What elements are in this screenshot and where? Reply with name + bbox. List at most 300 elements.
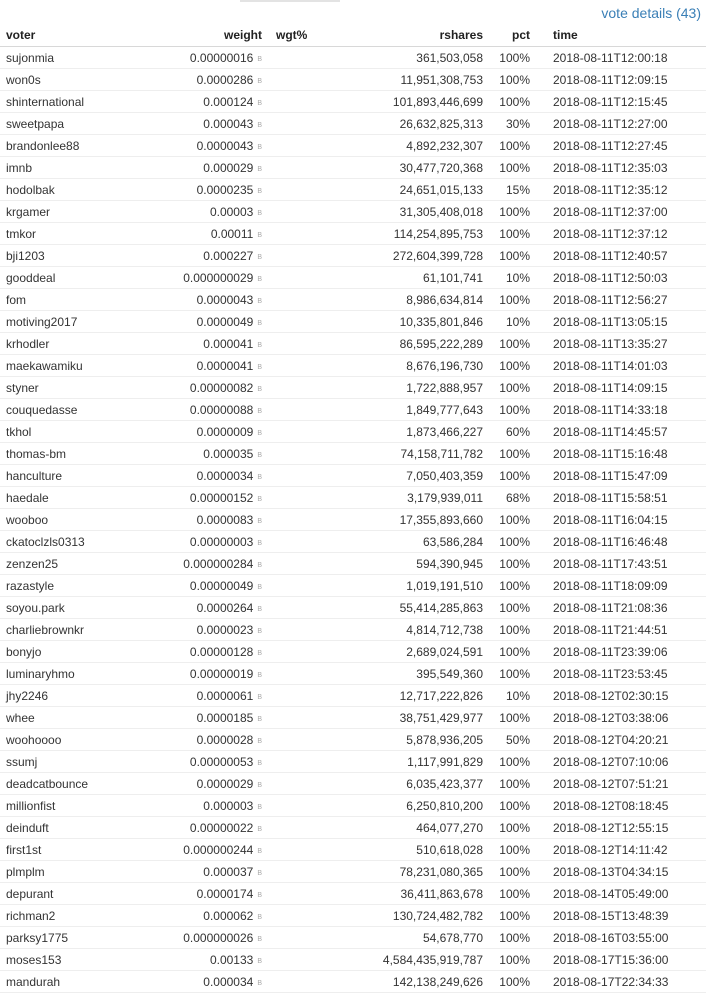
wgt-percent-cell bbox=[262, 487, 346, 509]
rshares-cell: 594,390,945 bbox=[346, 553, 483, 575]
voter-link[interactable]: sujonmia bbox=[6, 50, 55, 65]
voter-cell bbox=[0, 289, 136, 311]
weight-unit-label: B bbox=[257, 341, 262, 349]
wgt-percent-cell bbox=[262, 157, 346, 179]
wgt-percent-cell bbox=[262, 773, 346, 795]
table-row bbox=[0, 663, 706, 685]
top-bar bbox=[0, 0, 706, 24]
rshares-cell: 6,035,423,377 bbox=[346, 773, 483, 795]
weight-cell bbox=[136, 135, 262, 157]
time-cell: 2018-08-11T12:37:00 bbox=[530, 201, 706, 223]
voter-link[interactable]: bji1203 bbox=[6, 248, 45, 263]
voter-cell bbox=[0, 663, 136, 685]
voter-link[interactable]: tkhol bbox=[6, 424, 32, 439]
voter-link[interactable]: parksy1775 bbox=[6, 930, 69, 945]
table-row bbox=[0, 113, 706, 135]
wgt-percent-cell bbox=[262, 289, 346, 311]
weight-unit-label: B bbox=[257, 847, 262, 855]
voter-link[interactable]: tmkor bbox=[6, 226, 36, 241]
time-cell: 2018-08-11T12:27:45 bbox=[530, 135, 706, 157]
weight-value: 0.0000174 bbox=[196, 886, 254, 901]
wgt-percent-cell bbox=[262, 707, 346, 729]
pct-cell: 100% bbox=[483, 465, 530, 487]
pct-cell: 100% bbox=[483, 69, 530, 91]
voter-link[interactable]: couquedasse bbox=[6, 402, 78, 417]
table-row bbox=[0, 751, 706, 773]
wgt-percent-cell bbox=[262, 399, 346, 421]
weight-unit-label: B bbox=[257, 55, 262, 63]
pct-cell: 30% bbox=[483, 113, 530, 135]
table-row bbox=[0, 421, 706, 443]
column-header-voter[interactable]: voter bbox=[0, 24, 136, 47]
rshares-cell: 395,549,360 bbox=[346, 663, 483, 685]
rshares-cell: 61,101,741 bbox=[346, 267, 483, 289]
weight-cell bbox=[136, 311, 262, 333]
pct-cell: 100% bbox=[483, 91, 530, 113]
weight-value: 0.0000049 bbox=[196, 314, 254, 329]
voter-link[interactable]: richman2 bbox=[6, 908, 56, 923]
table-row bbox=[0, 399, 706, 421]
rshares-cell: 4,892,232,307 bbox=[346, 135, 483, 157]
weight-value: 0.00000053 bbox=[189, 754, 254, 769]
weight-unit-label: B bbox=[257, 473, 262, 481]
time-cell: 2018-08-11T12:50:03 bbox=[530, 267, 706, 289]
weight-unit-label: B bbox=[257, 209, 262, 217]
weight-cell bbox=[136, 377, 262, 399]
rshares-cell: 86,595,222,289 bbox=[346, 333, 483, 355]
weight-cell bbox=[136, 839, 262, 861]
time-cell: 2018-08-17T22:34:33 bbox=[530, 971, 706, 993]
voter-link[interactable]: wooboo bbox=[6, 512, 49, 527]
pct-cell: 10% bbox=[483, 267, 530, 289]
voter-cell bbox=[0, 113, 136, 135]
weight-cell bbox=[136, 795, 262, 817]
table-row bbox=[0, 619, 706, 641]
rshares-cell: 54,678,770 bbox=[346, 927, 483, 949]
weight-cell bbox=[136, 685, 262, 707]
tab-edge bbox=[240, 0, 340, 2]
table-row bbox=[0, 949, 706, 971]
wgt-percent-cell bbox=[262, 751, 346, 773]
weight-value: 0.00133 bbox=[209, 952, 254, 967]
rshares-cell: 1,722,888,957 bbox=[346, 377, 483, 399]
voter-link[interactable]: mandurah bbox=[6, 974, 61, 989]
voter-cell bbox=[0, 531, 136, 553]
voter-link[interactable]: gooddeal bbox=[6, 270, 56, 285]
weight-unit-label: B bbox=[257, 605, 262, 613]
pct-cell: 100% bbox=[483, 509, 530, 531]
rshares-cell: 114,254,895,753 bbox=[346, 223, 483, 245]
voter-cell bbox=[0, 553, 136, 575]
column-header-rshares[interactable]: rshares bbox=[346, 24, 483, 47]
time-cell: 2018-08-15T13:48:39 bbox=[530, 905, 706, 927]
weight-unit-label: B bbox=[257, 737, 262, 745]
voter-link[interactable]: deadcatbounce bbox=[6, 776, 89, 791]
rshares-cell: 361,503,058 bbox=[346, 47, 483, 69]
table-row bbox=[0, 245, 706, 267]
wgt-percent-cell bbox=[262, 509, 346, 531]
table-row bbox=[0, 707, 706, 729]
time-cell: 2018-08-11T18:09:09 bbox=[530, 575, 706, 597]
weight-cell bbox=[136, 355, 262, 377]
pct-cell: 100% bbox=[483, 949, 530, 971]
time-cell: 2018-08-12T12:55:15 bbox=[530, 817, 706, 839]
rshares-cell: 4,814,712,738 bbox=[346, 619, 483, 641]
weight-value: 0.00011 bbox=[210, 226, 254, 241]
voter-link[interactable]: sweetpapa bbox=[6, 116, 65, 131]
voter-link[interactable]: charliebrownkr bbox=[6, 622, 85, 637]
rshares-cell: 2,689,024,591 bbox=[346, 641, 483, 663]
voter-link[interactable]: millionfist bbox=[6, 798, 56, 813]
voter-cell bbox=[0, 465, 136, 487]
table-row bbox=[0, 47, 706, 69]
voter-cell bbox=[0, 399, 136, 421]
pct-cell: 100% bbox=[483, 751, 530, 773]
time-cell: 2018-08-12T08:18:45 bbox=[530, 795, 706, 817]
weight-value: 0.000227 bbox=[203, 248, 254, 263]
weight-unit-label: B bbox=[257, 99, 262, 107]
voter-link[interactable]: whee bbox=[6, 710, 35, 725]
voter-link[interactable]: luminaryhmo bbox=[6, 666, 75, 681]
voter-cell bbox=[0, 179, 136, 201]
time-cell: 2018-08-11T12:56:27 bbox=[530, 289, 706, 311]
column-header-time[interactable]: time bbox=[530, 24, 706, 47]
column-header-wgt-percent[interactable]: wgt% bbox=[262, 24, 346, 47]
voter-cell bbox=[0, 355, 136, 377]
weight-cell bbox=[136, 949, 262, 971]
voter-link[interactable]: haedale bbox=[6, 490, 49, 505]
votes-table bbox=[0, 24, 706, 993]
weight-value: 0.00000128 bbox=[189, 644, 254, 659]
weight-unit-label: B bbox=[257, 913, 262, 921]
voter-cell bbox=[0, 135, 136, 157]
time-cell: 2018-08-17T15:36:00 bbox=[530, 949, 706, 971]
voter-link[interactable]: deinduft bbox=[6, 820, 49, 835]
pct-cell: 15% bbox=[483, 179, 530, 201]
weight-unit-label: B bbox=[257, 187, 262, 195]
rshares-cell: 26,632,825,313 bbox=[346, 113, 483, 135]
voter-link[interactable]: krgamer bbox=[6, 204, 51, 219]
pct-cell: 100% bbox=[483, 399, 530, 421]
wgt-percent-cell bbox=[262, 179, 346, 201]
voter-link[interactable]: motiving2017 bbox=[6, 314, 78, 329]
pct-cell: 100% bbox=[483, 245, 530, 267]
voter-cell bbox=[0, 971, 136, 993]
table-row bbox=[0, 311, 706, 333]
pct-cell: 100% bbox=[483, 597, 530, 619]
pct-cell: 100% bbox=[483, 575, 530, 597]
pct-cell: 100% bbox=[483, 927, 530, 949]
weight-unit-label: B bbox=[257, 891, 262, 899]
pct-cell: 50% bbox=[483, 729, 530, 751]
pct-cell: 100% bbox=[483, 619, 530, 641]
weight-cell bbox=[136, 223, 262, 245]
weight-unit-label: B bbox=[257, 495, 262, 503]
wgt-percent-cell bbox=[262, 927, 346, 949]
voter-link[interactable]: razastyle bbox=[6, 578, 55, 593]
pct-cell: 100% bbox=[483, 135, 530, 157]
wgt-percent-cell bbox=[262, 817, 346, 839]
weight-value: 0.000037 bbox=[203, 864, 254, 879]
weight-value: 0.00000082 bbox=[189, 380, 254, 395]
rshares-cell: 30,477,720,368 bbox=[346, 157, 483, 179]
wgt-percent-cell bbox=[262, 333, 346, 355]
time-cell: 2018-08-11T14:01:03 bbox=[530, 355, 706, 377]
time-cell: 2018-08-11T12:15:45 bbox=[530, 91, 706, 113]
voter-link[interactable]: soyou.park bbox=[6, 600, 65, 615]
time-cell: 2018-08-11T14:33:18 bbox=[530, 399, 706, 421]
column-header-pct[interactable]: pct bbox=[483, 24, 530, 47]
voter-cell bbox=[0, 949, 136, 971]
weight-cell bbox=[136, 751, 262, 773]
voter-link[interactable]: shinternational bbox=[6, 94, 85, 109]
voter-link[interactable]: bonyjo bbox=[6, 644, 42, 659]
time-cell: 2018-08-14T05:49:00 bbox=[530, 883, 706, 905]
rshares-cell: 101,893,446,699 bbox=[346, 91, 483, 113]
weight-cell bbox=[136, 531, 262, 553]
table-row bbox=[0, 531, 706, 553]
pct-cell: 100% bbox=[483, 707, 530, 729]
weight-cell bbox=[136, 267, 262, 289]
voter-link[interactable]: first1st bbox=[6, 842, 42, 857]
vote-details-link[interactable]: vote details (43) bbox=[601, 5, 701, 21]
weight-cell bbox=[136, 245, 262, 267]
wgt-percent-cell bbox=[262, 113, 346, 135]
voter-cell bbox=[0, 377, 136, 399]
table-row bbox=[0, 597, 706, 619]
rshares-cell: 142,138,249,626 bbox=[346, 971, 483, 993]
voter-cell bbox=[0, 157, 136, 179]
table-row bbox=[0, 905, 706, 927]
voter-link[interactable]: woohoooo bbox=[6, 732, 62, 747]
weight-unit-label: B bbox=[257, 253, 262, 261]
table-header-row bbox=[0, 24, 706, 47]
wgt-percent-cell bbox=[262, 201, 346, 223]
weight-value: 0.00000022 bbox=[189, 820, 254, 835]
table-row bbox=[0, 333, 706, 355]
wgt-percent-cell bbox=[262, 91, 346, 113]
weight-cell bbox=[136, 113, 262, 135]
time-cell: 2018-08-11T12:00:18 bbox=[530, 47, 706, 69]
voter-cell bbox=[0, 487, 136, 509]
table-row bbox=[0, 157, 706, 179]
table-row bbox=[0, 443, 706, 465]
rshares-cell: 10,335,801,846 bbox=[346, 311, 483, 333]
weight-unit-label: B bbox=[257, 319, 262, 327]
table-row bbox=[0, 465, 706, 487]
weight-value: 0.0000041 bbox=[196, 358, 254, 373]
rshares-cell: 24,651,015,133 bbox=[346, 179, 483, 201]
time-cell: 2018-08-11T12:37:12 bbox=[530, 223, 706, 245]
rshares-cell: 78,231,080,365 bbox=[346, 861, 483, 883]
pct-cell: 100% bbox=[483, 817, 530, 839]
weight-cell bbox=[136, 971, 262, 993]
weight-value: 0.0000009 bbox=[196, 424, 254, 439]
weight-value: 0.0000286 bbox=[196, 72, 254, 87]
weight-cell bbox=[136, 817, 262, 839]
table-row bbox=[0, 377, 706, 399]
wgt-percent-cell bbox=[262, 355, 346, 377]
time-cell: 2018-08-12T14:11:42 bbox=[530, 839, 706, 861]
table-row bbox=[0, 795, 706, 817]
rshares-cell: 1,117,991,829 bbox=[346, 751, 483, 773]
weight-unit-label: B bbox=[257, 451, 262, 459]
weight-cell bbox=[136, 707, 262, 729]
weight-cell bbox=[136, 575, 262, 597]
voter-cell bbox=[0, 685, 136, 707]
rshares-cell: 12,717,222,826 bbox=[346, 685, 483, 707]
weight-value: 0.0000083 bbox=[196, 512, 254, 527]
wgt-percent-cell bbox=[262, 553, 346, 575]
voter-cell bbox=[0, 795, 136, 817]
pct-cell: 10% bbox=[483, 685, 530, 707]
voter-cell bbox=[0, 597, 136, 619]
weight-value: 0.000000029 bbox=[183, 270, 254, 285]
voter-cell bbox=[0, 311, 136, 333]
wgt-percent-cell bbox=[262, 971, 346, 993]
weight-cell bbox=[136, 641, 262, 663]
weight-unit-label: B bbox=[257, 297, 262, 305]
weight-value: 0.0000034 bbox=[196, 468, 254, 483]
pct-cell: 100% bbox=[483, 641, 530, 663]
rshares-cell: 17,355,893,660 bbox=[346, 509, 483, 531]
time-cell: 2018-08-12T04:20:21 bbox=[530, 729, 706, 751]
table-row bbox=[0, 553, 706, 575]
weight-cell bbox=[136, 201, 262, 223]
wgt-percent-cell bbox=[262, 421, 346, 443]
weight-cell bbox=[136, 289, 262, 311]
rshares-cell: 1,019,191,510 bbox=[346, 575, 483, 597]
pct-cell: 100% bbox=[483, 795, 530, 817]
voter-link[interactable]: brandonlee88 bbox=[6, 138, 80, 153]
voter-link[interactable]: won0s bbox=[6, 72, 41, 87]
rshares-cell: 464,077,270 bbox=[346, 817, 483, 839]
pct-cell: 10% bbox=[483, 311, 530, 333]
voter-link[interactable]: plmplm bbox=[6, 864, 45, 879]
voter-link[interactable]: depurant bbox=[6, 886, 54, 901]
weight-value: 0.000062 bbox=[203, 908, 254, 923]
voter-cell bbox=[0, 883, 136, 905]
weight-cell bbox=[136, 465, 262, 487]
voter-link[interactable]: fom bbox=[6, 292, 27, 307]
weight-cell bbox=[136, 179, 262, 201]
weight-value: 0.000041 bbox=[203, 336, 254, 351]
table-row bbox=[0, 971, 706, 993]
wgt-percent-cell bbox=[262, 905, 346, 927]
pct-cell: 100% bbox=[483, 355, 530, 377]
pct-cell: 100% bbox=[483, 971, 530, 993]
rshares-cell: 1,873,466,227 bbox=[346, 421, 483, 443]
pct-cell: 100% bbox=[483, 531, 530, 553]
wgt-percent-cell bbox=[262, 641, 346, 663]
weight-unit-label: B bbox=[257, 957, 262, 965]
voter-link[interactable]: imnb bbox=[6, 160, 33, 175]
time-cell: 2018-08-11T12:27:00 bbox=[530, 113, 706, 135]
wgt-percent-cell bbox=[262, 795, 346, 817]
weight-cell bbox=[136, 597, 262, 619]
weight-unit-label: B bbox=[257, 979, 262, 987]
pct-cell: 100% bbox=[483, 861, 530, 883]
weight-unit-label: B bbox=[257, 693, 262, 701]
voter-cell bbox=[0, 91, 136, 113]
voter-cell bbox=[0, 773, 136, 795]
time-cell: 2018-08-11T12:09:15 bbox=[530, 69, 706, 91]
table-row bbox=[0, 773, 706, 795]
voter-cell bbox=[0, 619, 136, 641]
voter-link[interactable]: jhy2246 bbox=[6, 688, 49, 703]
voter-link[interactable]: hanculture bbox=[6, 468, 63, 483]
pct-cell: 100% bbox=[483, 157, 530, 179]
weight-cell bbox=[136, 883, 262, 905]
weight-value: 0.000124 bbox=[203, 94, 254, 109]
votes-table-body bbox=[0, 47, 706, 993]
weight-unit-label: B bbox=[257, 627, 262, 635]
pct-cell: 100% bbox=[483, 47, 530, 69]
wgt-percent-cell bbox=[262, 949, 346, 971]
voter-link[interactable]: styner bbox=[6, 380, 39, 395]
voter-link[interactable]: moses153 bbox=[6, 952, 62, 967]
wgt-percent-cell bbox=[262, 47, 346, 69]
time-cell: 2018-08-11T13:05:15 bbox=[530, 311, 706, 333]
column-header-weight[interactable]: weight bbox=[136, 24, 262, 47]
rshares-cell: 31,305,408,018 bbox=[346, 201, 483, 223]
weight-unit-label: B bbox=[257, 231, 262, 239]
weight-cell bbox=[136, 861, 262, 883]
voter-cell bbox=[0, 47, 136, 69]
rshares-cell: 55,414,285,863 bbox=[346, 597, 483, 619]
voter-cell bbox=[0, 707, 136, 729]
voter-link[interactable]: hodolbak bbox=[6, 182, 55, 197]
time-cell: 2018-08-11T14:45:57 bbox=[530, 421, 706, 443]
time-cell: 2018-08-11T13:35:27 bbox=[530, 333, 706, 355]
wgt-percent-cell bbox=[262, 531, 346, 553]
pct-cell: 68% bbox=[483, 487, 530, 509]
weight-value: 0.000000026 bbox=[183, 930, 254, 945]
weight-value: 0.0000028 bbox=[196, 732, 254, 747]
voter-link[interactable]: ckatoclzls0313 bbox=[6, 534, 85, 549]
weight-value: 0.00000016 bbox=[189, 50, 254, 65]
wgt-percent-cell bbox=[262, 465, 346, 487]
pct-cell: 100% bbox=[483, 333, 530, 355]
pct-cell: 100% bbox=[483, 839, 530, 861]
voter-link[interactable]: maekawamiku bbox=[6, 358, 83, 373]
weight-unit-label: B bbox=[257, 935, 262, 943]
weight-value: 0.0000235 bbox=[196, 182, 254, 197]
voter-link[interactable]: krhodler bbox=[6, 336, 50, 351]
weight-unit-label: B bbox=[257, 407, 262, 415]
pct-cell: 100% bbox=[483, 553, 530, 575]
rshares-cell: 74,158,711,782 bbox=[346, 443, 483, 465]
voter-link[interactable]: zenzen25 bbox=[6, 556, 59, 571]
voter-link[interactable]: thomas-bm bbox=[6, 446, 67, 461]
weight-cell bbox=[136, 399, 262, 421]
wgt-percent-cell bbox=[262, 729, 346, 751]
wgt-percent-cell bbox=[262, 685, 346, 707]
pct-cell: 100% bbox=[483, 443, 530, 465]
wgt-percent-cell bbox=[262, 839, 346, 861]
weight-value: 0.0000043 bbox=[196, 138, 254, 153]
weight-cell bbox=[136, 905, 262, 927]
pct-cell: 100% bbox=[483, 663, 530, 685]
table-row bbox=[0, 201, 706, 223]
rshares-cell: 510,618,028 bbox=[346, 839, 483, 861]
weight-value: 0.000000284 bbox=[183, 556, 254, 571]
time-cell: 2018-08-11T12:35:03 bbox=[530, 157, 706, 179]
voter-link[interactable]: ssumj bbox=[6, 754, 38, 769]
time-cell: 2018-08-11T12:35:12 bbox=[530, 179, 706, 201]
wgt-percent-cell bbox=[262, 135, 346, 157]
weight-value: 0.000034 bbox=[203, 974, 254, 989]
